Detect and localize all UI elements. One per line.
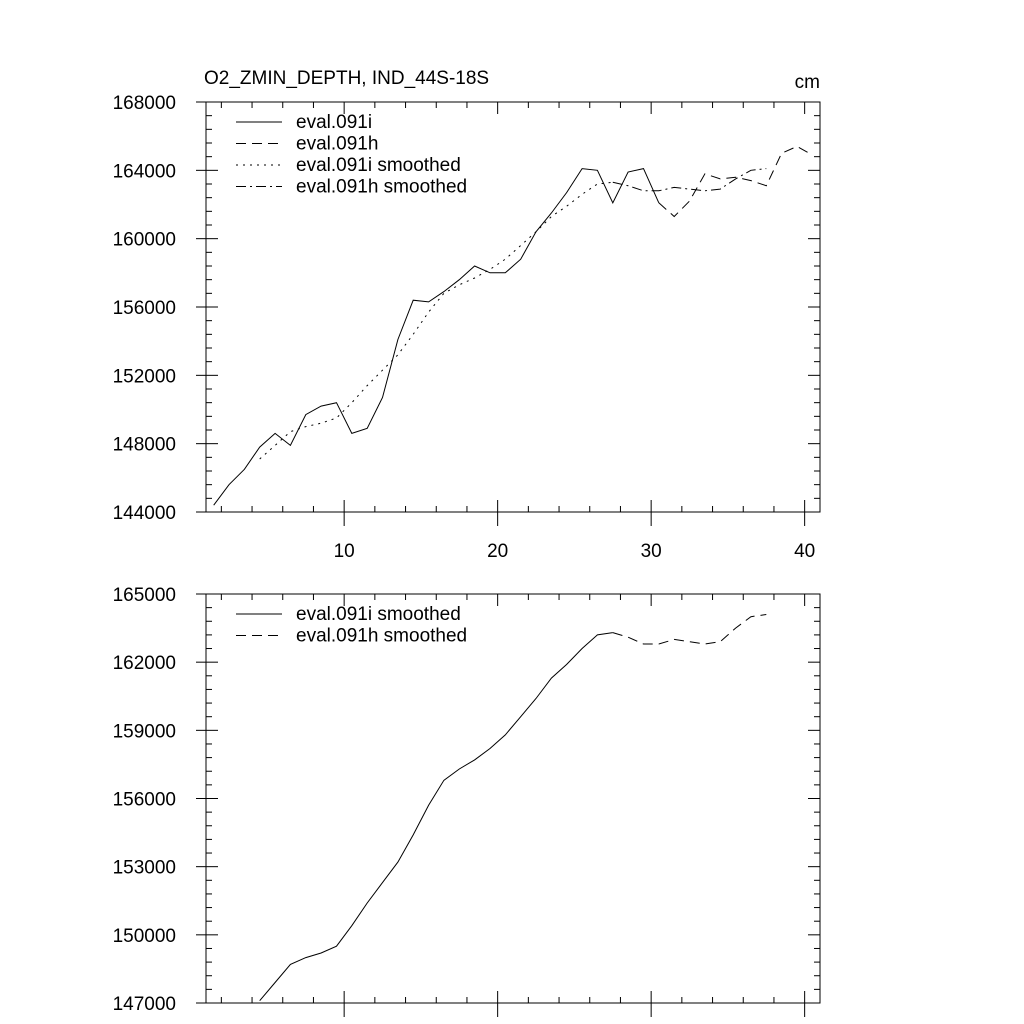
y-tick-label: 162000 (112, 653, 176, 675)
legend-entry: eval.091h (296, 133, 379, 155)
y-tick-label: 147000 (112, 994, 176, 1015)
x-tick-label: 30 (640, 541, 662, 562)
units-label: cm (794, 72, 820, 93)
y-tick-label: 160000 (112, 229, 176, 251)
legend-entry: eval.091i smoothed (296, 604, 461, 625)
legend-entry: eval.091i (296, 112, 373, 133)
y-tick-label: 159000 (112, 721, 176, 743)
legend-entry: eval.091i smoothed (296, 155, 461, 176)
y-tick-label: 164000 (112, 161, 176, 183)
legend-entry: eval.091h smoothed (296, 625, 468, 647)
series-line-eval-091i-smoothed (260, 633, 613, 1001)
y-tick-label: 153000 (112, 857, 176, 879)
legend-entry: eval.091h smoothed (296, 176, 468, 198)
y-tick-label: 152000 (112, 366, 176, 388)
y-tick-label: 168000 (112, 93, 176, 114)
y-tick-label: 156000 (112, 298, 176, 319)
series-line-eval-091h (659, 146, 813, 216)
chart-panel-2 (113, 585, 820, 1017)
series-line-eval-091h-smoothed (613, 615, 767, 645)
y-tick-label: 148000 (112, 434, 176, 456)
plot-frame (206, 594, 820, 1003)
x-tick-label: 10 (333, 541, 355, 562)
series-line-eval-091h-smoothed (613, 169, 767, 191)
x-tick-label: 20 (487, 541, 509, 562)
y-tick-label: 144000 (112, 503, 176, 524)
y-tick-label: 165000 (112, 585, 176, 606)
y-tick-label: 150000 (112, 925, 176, 947)
chart-panel-1 (113, 68, 820, 562)
y-tick-label: 156000 (112, 789, 176, 811)
series-line-eval-091i (214, 169, 659, 506)
x-tick-label: 40 (794, 541, 816, 562)
series-line-eval-091i-smoothed (260, 182, 613, 459)
chart-title: O2_ZMIN_DEPTH, IND_44S-18S (204, 68, 490, 89)
